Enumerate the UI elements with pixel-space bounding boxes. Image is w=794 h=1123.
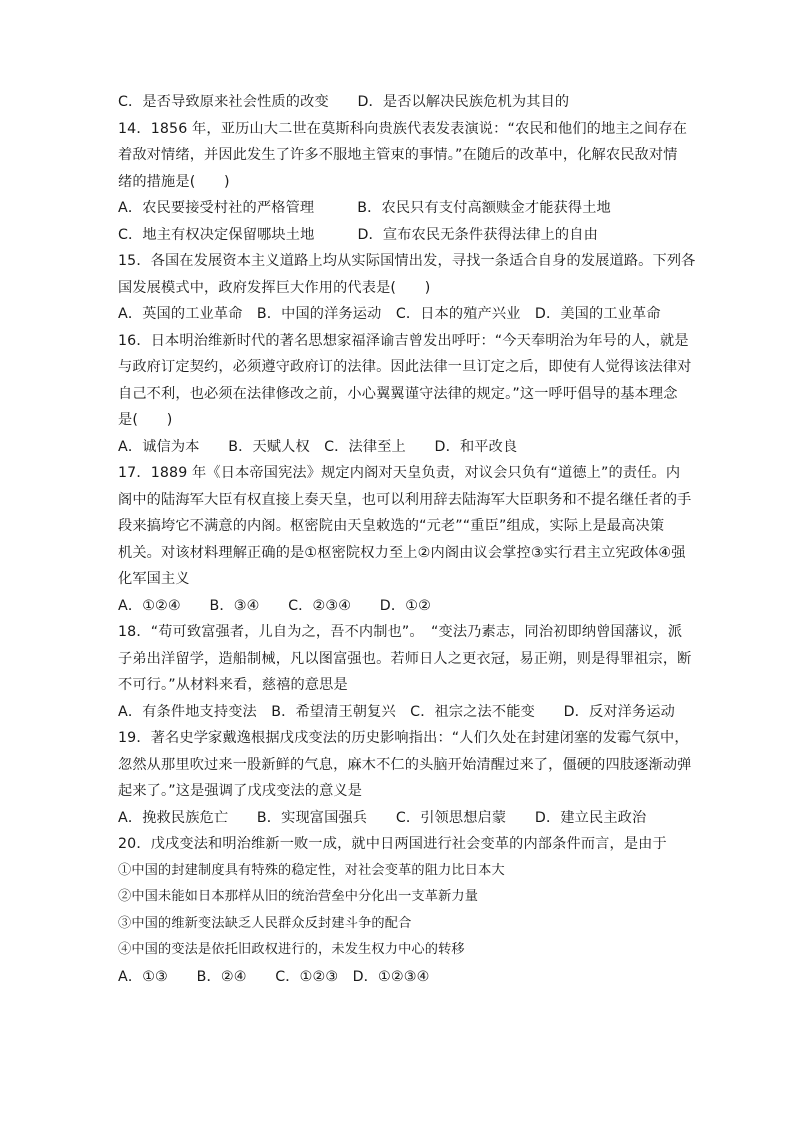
q15-stem-line-1: 15．各国在发展资本主义道路上均从实际国情出发，寻找一条适合自身的发展道路。下列各 xyxy=(118,253,696,269)
q18-stem-line-2: 子弟出洋留学，造船制械，凡以图富强也。若师日人之更衣冠，易正朔，则是得罪祖宗，断 xyxy=(118,650,692,667)
q19-stem-line-1: 19．著名史学家戴逸根据戊戌变法的历史影响指出：“人们久处在封建闭塞的发霉气氛中， xyxy=(118,730,689,746)
q19-stem-line-2: 忽然从那里吹过来一股新鲜的气息，麻木不仁的头脑开始清醒过来了，僵硬的四肢逐渐动弹 xyxy=(118,756,692,773)
q16-stem-line-4: 是( ) xyxy=(118,412,173,428)
q14-stem-line-1: 14．1856 年，亚历山大二世在莫斯科向贵族代表发表演说：“农民和他们的地主之间存在 xyxy=(118,120,688,137)
q17-stem-line-4: 机关。对该材料理解正确的是①枢密院权力至上②内阁由议会掌控③实行君主立宪政体④强 xyxy=(118,544,686,561)
q15-stem-line-2: 国发展模式中，政府发挥巨大作用的代表是( ) xyxy=(118,279,431,296)
q13-options-cd: C．是否导致原来社会性质的改变 D．是否以解决民族危机为其目的 xyxy=(118,94,570,110)
q16-options: A．诚信为本 B．天赋人权 C．法律至上 D．和平改良 xyxy=(118,438,518,455)
q20-item-4: ④中国的变法是依托旧政权进行的，未发生权力中心的转移 xyxy=(118,942,465,957)
q17-stem-line-5: 化军国主义 xyxy=(118,571,190,587)
q14-stem-line-3: 绪的措施是( ) xyxy=(118,173,230,190)
q14-options-cd: C．地主有权决定保留哪块土地 D．宣布农民无条件获得法律上的自由 xyxy=(118,226,598,243)
q17-options: A．①②④ B．③④ C．②③④ D．①② xyxy=(118,597,431,614)
q18-stem-line-3: 不可行。”从材料来看，慈禧的意思是 xyxy=(118,677,348,693)
q16-stem-line-2: 与政府订定契约，必须遵守政府订的法律。因此法律一旦订定之后，即使有人觉得该法律对 xyxy=(118,359,692,375)
questions-block xyxy=(118,92,696,993)
q16-stem-line-1: 16．日本明治维新时代的著名思想家福泽谕吉曾发出呼吁：“今天奉明治为年号的人，就是 xyxy=(118,332,689,349)
q17-stem-line-3: 段来搞垮它不满意的内阁。枢密院由天皇敕选的“元老”“重臣”组成，实际上是最高决策 xyxy=(118,518,665,534)
q20-item-3: ③中国的维新变法缺乏人民群众反封建斗争的配合 xyxy=(118,915,412,931)
q18-options: A．有条件地支持变法 B．希望清王朝复兴 C．祖宗之法不能变 D．反对洋务运动 xyxy=(118,703,676,720)
q20-item-1: ①中国的封建制度具有特殊的稳定性，对社会变革的阻力比日本大 xyxy=(118,862,505,878)
q20-stem: 20．戊戌变法和明治维新一败一成，就中日两国进行社会变革的内部条件而言，是由于 xyxy=(118,836,667,852)
q20-item-2: ②中国未能如日本那样从旧的统治营垒中分化出一支革新力量 xyxy=(118,889,479,904)
q15-options: A．英国的工业革命 B．中国的洋务运动 C．日本的殖产兴业 D．美国的工业革命 xyxy=(118,306,661,322)
q16-stem-line-3: 自己不利，也必须在法律修改之前，小心翼翼谨守法律的规定。”这一呼吁倡导的基本理念 xyxy=(118,385,678,402)
q20-options: A．①③ B．②④ C．①②③ D．①②③④ xyxy=(118,968,430,985)
q14-options-ab: A．农民要接受村社的严格管理 B．农民只有支付高额赎金才能获得土地 xyxy=(118,200,611,216)
q14-stem-line-2: 着敌对情绪，并因此发生了许多不服地主管束的事情。”在随后的改革中，化解农民敌对情 xyxy=(118,147,678,163)
q19-stem-line-3: 起来了。”这是强调了戊戌变法的意义是 xyxy=(118,783,363,799)
q17-stem-line-1: 17．1889 年《日本帝国宪法》规定内阁对天皇负责，对议会只负有“道德上”的责任。内 xyxy=(118,465,681,481)
q19-options: A．挽救民族危亡 B．实现富国强兵 C．引领思想启蒙 D．建立民主政治 xyxy=(118,809,647,826)
exam-page xyxy=(118,92,696,993)
q17-stem-line-2: 阁中的陆海军大臣有权直接上奏天皇，也可以利用辞去陆海军大臣职务和不提名继任者的手 xyxy=(118,491,692,508)
q18-stem-line-1: 18．“苟可致富强者，儿自为之，吾不内制也”。 “变法乃素志，同治初即纳曾国藩议，派 xyxy=(118,624,683,640)
